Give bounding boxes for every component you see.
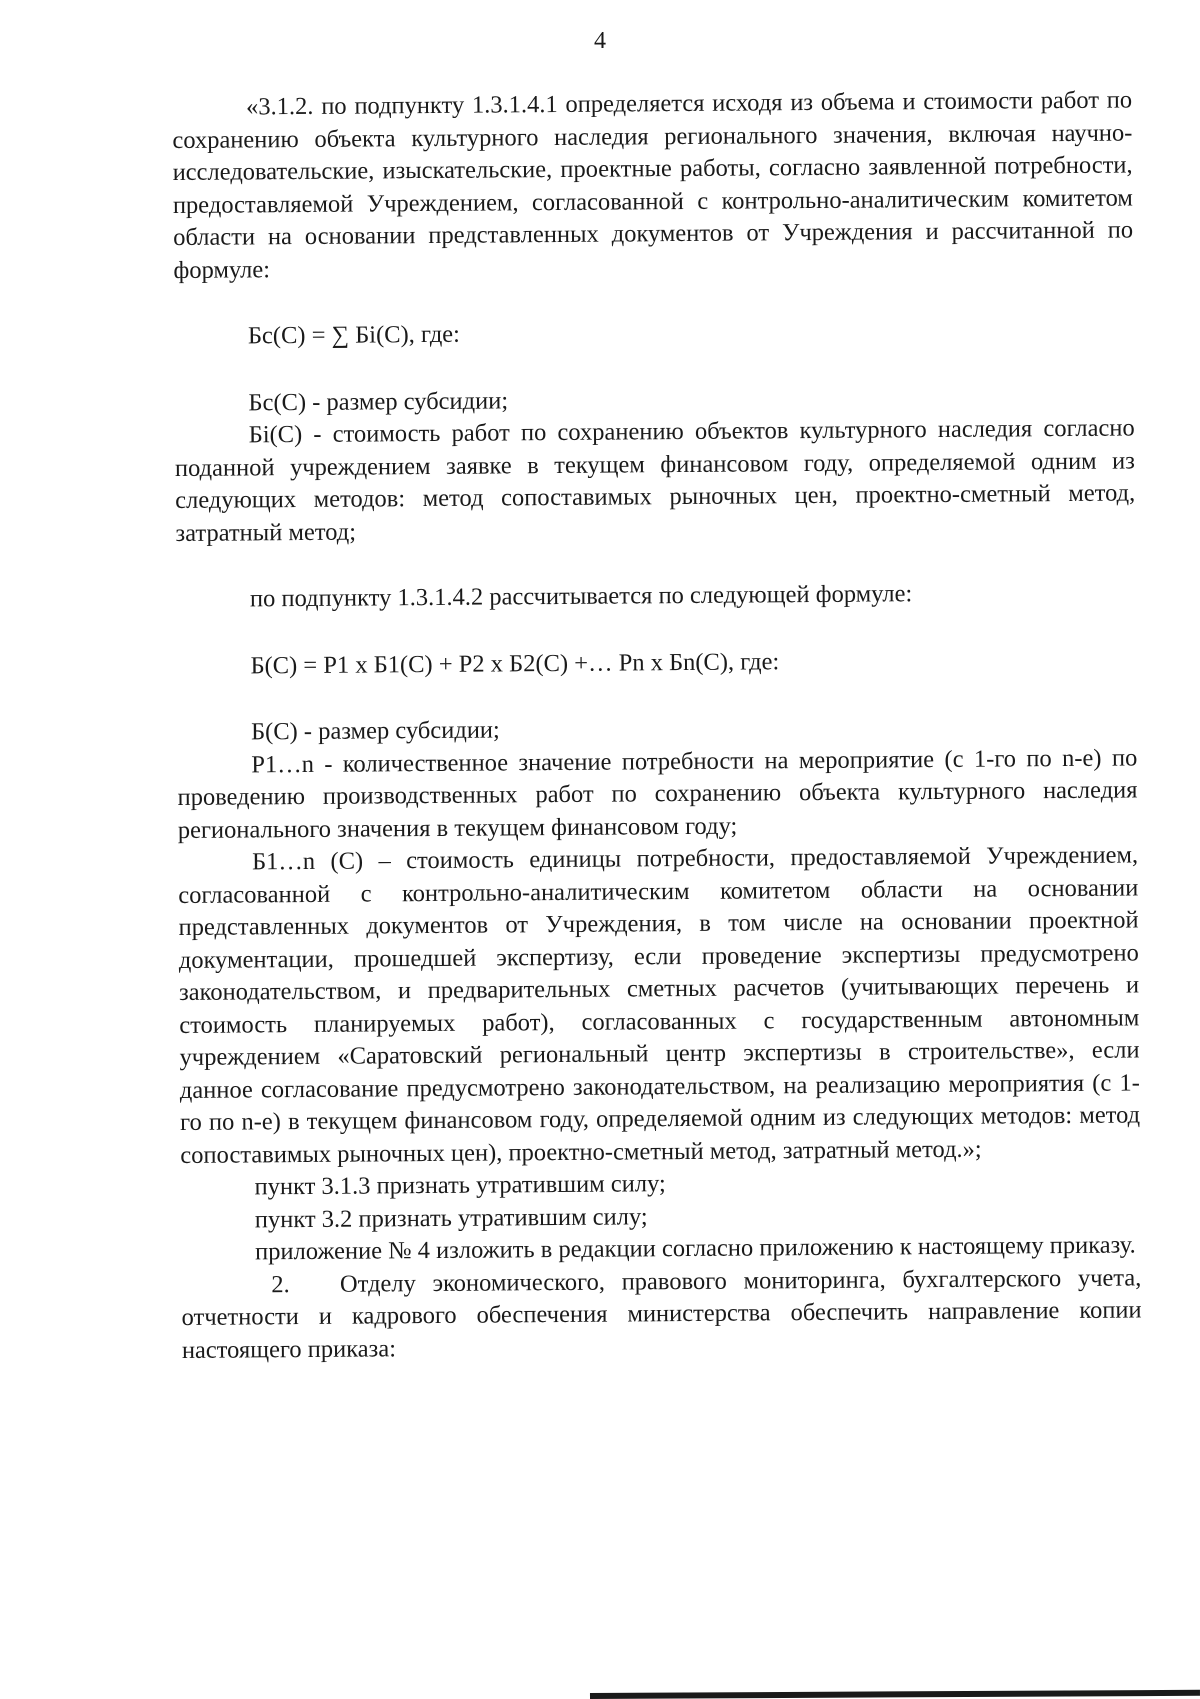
formula-subsidy-product: Б(С) = Р1 х Б1(С) + Р2 х Б2(С) +… Pn х Бn(С), где: — [250, 647, 780, 679]
definition-b: Б(С) - размер субсидии; — [250, 716, 500, 746]
paragraph-3-1-2: «3.1.2. по подпункту 1.3.1.4.1 определяется исходя из объема и стоимости работ по сохранению объекта культурного наследия регионального значения, включая научно-исследовательские, изыскательские, проектные работы, согласно заявленной потребности, предоставляемой Учреждением, согласованной с контрольно-аналитическим комитетом области на основании представленных документов от Учреждения и рассчитанной по формуле: — [172, 86, 1134, 284]
page-number: 4 — [594, 28, 606, 54]
definition-p1n: Р1…n - количественное значение потребности на мероприятие (с 1-го по n-е) по проведению производственных работ по сохранению объекта культурного наследия регионального значения в текущем финансовом году; — [177, 743, 1138, 844]
item-3-2-repealed: пункт 3.2 признать утратившим силу; — [254, 1202, 648, 1233]
definition-bs: Бс(С) - размер субсидии; — [248, 386, 509, 416]
bottom-edge-line — [590, 1690, 1200, 1699]
definition-bi: Бi(С) - стоимость работ по сохранению объектов культурного наследия согласно поданной учреждением заявке в текущем финансовом году, определяемой одним из следующих методов: метод сопоставимых рыночных цен, проектно-сметный метод, затратный метод; — [174, 414, 1136, 547]
item-appendix-4: приложение № 4 изложить в редакции согласно приложению к настоящему приказу. — [255, 1231, 1136, 1266]
document-body — [172, 84, 1142, 1367]
paragraph-2-department: 2. Отделу экономического, правового мониторинга, бухгалтерского учета, отчетности и кадрового обеспечения министерства обеспечить направление копии настоящего приказа: — [181, 1263, 1142, 1364]
formula-subsidy-sum: Бс(С) = ∑ Бi(С), где: — [247, 320, 461, 350]
paragraph-subpoint-1-3-1-4-2: по подпункту 1.3.1.4.2 рассчитывается по следующей формуле: — [249, 580, 913, 613]
item-3-1-3-repealed: пункт 3.1.3 признать утратившим силу; — [254, 1170, 666, 1201]
definition-b1n: Б1…n (С) – стоимость единицы потребности, предоставляемой Учреждением, согласованной с контрольно-аналитическим комитетом области на основании представленных документов от Учреждения, в том числе на основании проектной документации, прошедшей экспертизу, если проведение экспертизы предусмотрено законодательством, и предварительных сметных расчетов (учитывающих перечень и стоимость планируемых работ), согласованных с государственным автономным учреждением «Саратовский региональный центр экспертизы в строительстве», если данное согласование предусмотрено законодательством, на реализацию мероприятия (с 1-го по n-е) в текущем финансовом году, определяемой одним из следующих методов: метод сопоставимых рыночных цен), проектно-сметный метод, затратный метод.»; — [178, 841, 1141, 1169]
